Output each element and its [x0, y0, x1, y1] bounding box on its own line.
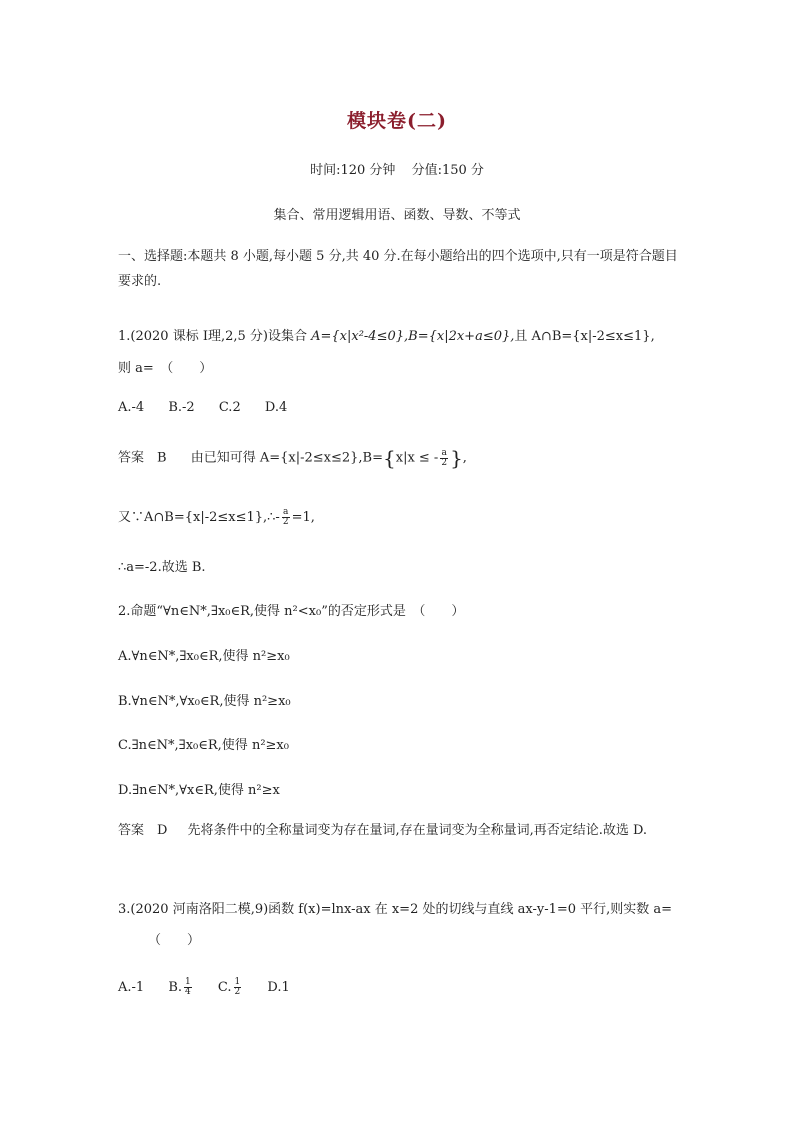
option-d: D.1: [267, 980, 290, 995]
fraction-a-over-2: $\frac{a}{2}$: [441, 447, 448, 468]
time-limit: 时间:120 分钟: [310, 163, 396, 178]
question-2-option-d: D.∃n∈N*,∀x∈R,使得 n²≥x: [118, 783, 280, 798]
option-b: B. $\frac{1}{4}$: [168, 977, 191, 997]
option-a: A.-1: [118, 980, 145, 995]
option-c: C.2: [218, 400, 241, 415]
question-1-answer-line3: ∴a=-2.故选 B.: [118, 560, 206, 575]
answer-label: 答案 D: [118, 823, 168, 838]
question-1-answer: 答案 B 由已知可得 A={x|-2≤x≤2},B={x|x ≤ - $\frac{a}{2}$ },: [118, 446, 467, 470]
topic-line: 集合、常用逻辑用语、函数、导数、不等式: [273, 208, 521, 223]
question-2-stem: 2.命题“∀n∈N*,∃x₀∈R,使得 n²<x₀”的否定形式是 （ ）: [118, 604, 465, 619]
question-1-stem-line2: 则 a= （ ）: [118, 361, 213, 376]
answer-label: 答案 B: [118, 450, 167, 466]
option-b: B.-2: [168, 400, 195, 415]
page-title: 模块卷(二): [347, 110, 447, 132]
option-c: C. $\frac{1}{2}$: [217, 977, 241, 997]
exam-meta: [0, 159, 794, 178]
question-3-options: [118, 978, 290, 997]
section-heading: 一、选择题:本题共 8 小题,每小题 5 分,共 40 分.在每小题给出的四个选项中,只有一项是符合题目要求的.: [118, 249, 678, 289]
question-2-option-a: A.∀n∈N*,∃x₀∈R,使得 n²≥x₀: [118, 649, 290, 664]
question-2-option-b: B.∀n∈N*,∀x₀∈R,使得 n²≥x₀: [118, 694, 291, 709]
question-2-option-c: C.∃n∈N*,∃x₀∈R,使得 n²≥x₀: [118, 738, 289, 753]
question-1-stem: 1.(2020 课标 Ⅰ理,2,5 分)设集合 A={x|x²-4≤0},B={x|2x+a≤0},且 A∩B={x|-2≤x≤1},: [118, 329, 655, 344]
option-a: A.-4: [118, 400, 145, 415]
question-2-answer: 答案 D 先将条件中的全称量词变为存在量词,存在量词变为全称量词,再否定结论.故选 D.: [118, 823, 648, 838]
question-1-answer-line2: 又∵A∩B={x|-2≤x≤1},∴- $\frac{a}{2}$ =1,: [118, 507, 315, 527]
total-score: 分值:150 分: [411, 163, 484, 178]
question-3-stem: 3.(2020 河南洛阳二模,9)函数 f(x)=lnx-ax 在 x=2 处的切线与直线 ax-y-1=0 平行,则实数 a=: [118, 902, 673, 917]
question-1-options: [118, 400, 287, 415]
question-3-stem-line2: （ ）: [148, 933, 201, 948]
option-d: D.4: [264, 400, 288, 415]
